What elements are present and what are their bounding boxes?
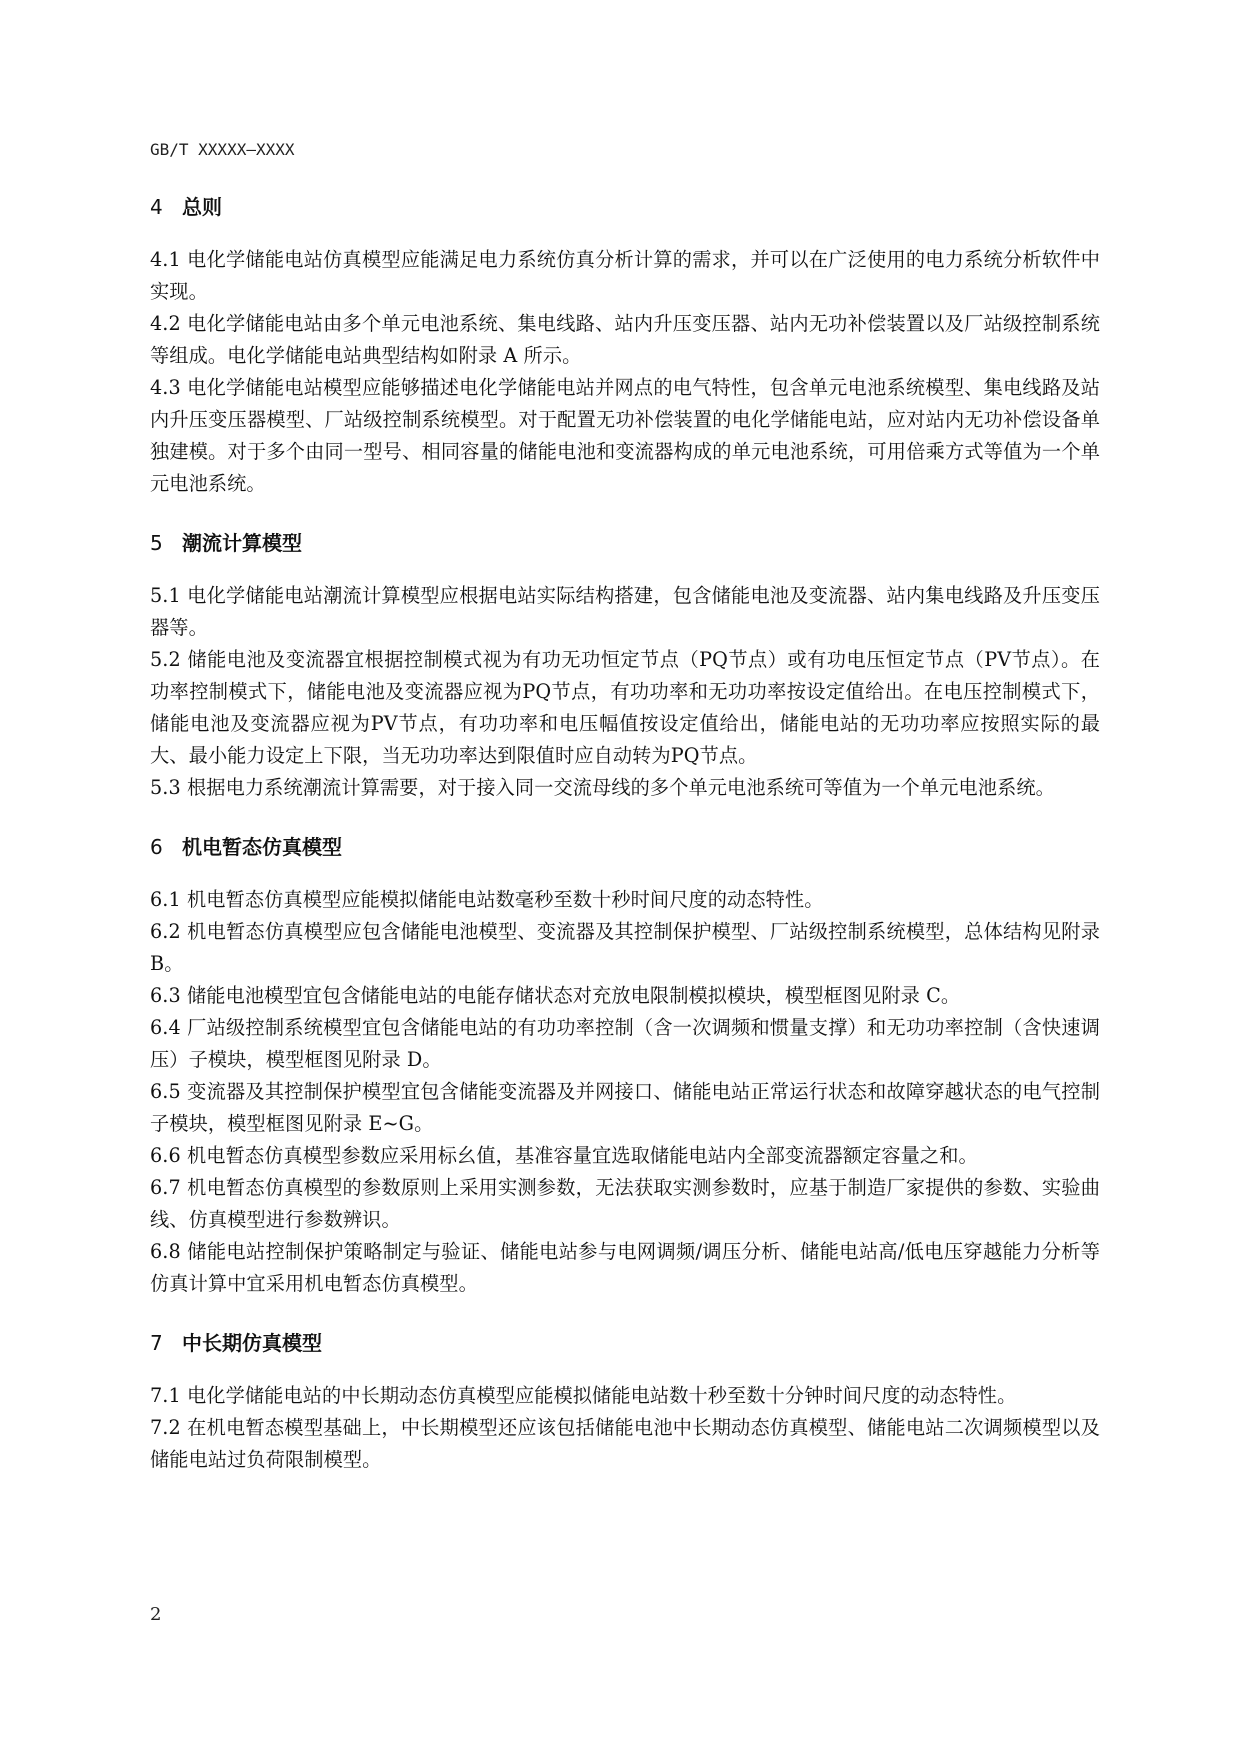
section-heading [150,192,1100,222]
clause-paragraph: 6.5 变流器及其控制保护模型宜包含储能变流器及并网接口、储能电站正常运行状态和故障穿越状态的电气控制子模块，模型框图见附录 E~G。 [150,1080,1100,1135]
section-number: 6 [150,835,163,859]
clause-paragraph: 6.7 机电暂态仿真模型的参数原则上采用实测参数，无法获取实测参数时，应基于制造厂家提供的参数、实验曲线、仿真模型进行参数辨识。 [150,1176,1100,1231]
document-body [150,186,1100,1504]
clause-paragraph: 6.1 机电暂态仿真模型应能模拟储能电站数毫秒至数十秒时间尺度的动态特性。 [150,888,824,911]
clause-paragraph: 7.1 电化学储能电站的中长期动态仿真模型应能模拟储能电站数十秒至数十分钟时间尺度的动态特性。 [150,1384,1017,1407]
section-title: 潮流计算模型 [182,531,302,555]
section-title: 机电暂态仿真模型 [182,835,342,859]
clause-paragraph: 4.2 电化学储能电站由多个单元电池系统、集电线路、站内升压变压器、站内无功补偿装置以及厂站级控制系统等组成。电化学储能电站典型结构如附录 A 所示。 [150,312,1100,367]
section-heading [150,832,1100,862]
section-6 [150,832,1100,1300]
section-heading [150,1328,1100,1358]
document-code-header: GB/T XXXXX—XXXX [150,140,295,159]
section-number: 5 [150,531,163,555]
section-heading [150,528,1100,558]
section-title: 总则 [182,195,222,219]
clause-paragraph: 6.6 机电暂态仿真模型参数应采用标幺值，基准容量宜选取储能电站内全部变流器额定容量之和。 [150,1144,978,1167]
section-5 [150,528,1100,804]
clause-paragraph: 5.3 根据电力系统潮流计算需要，对于接入同一交流母线的多个单元电池系统可等值为一个单元电池系统。 [150,776,1055,799]
clause-paragraph: 7.2 在机电暂态模型基础上，中长期模型还应该包括储能电池中长期动态仿真模型、储能电站二次调频模型以及储能电站过负荷限制模型。 [150,1416,1100,1471]
clause-paragraph: 5.1 电化学储能电站潮流计算模型应根据电站实际结构搭建，包含储能电池及变流器、站内集电线路及升压变压器等。 [150,584,1100,639]
clause-paragraph: 4.1 电化学储能电站仿真模型应能满足电力系统仿真分析计算的需求，并可以在广泛使用的电力系统分析软件中实现。 [150,248,1100,303]
page-number: 2 [150,1604,162,1625]
section-number: 7 [150,1331,163,1355]
clause-paragraph: 6.4 厂站级控制系统模型宜包含储能电站的有功功率控制（含一次调频和惯量支撑）和无功功率控制（含快速调压）子模块，模型框图见附录 D。 [150,1016,1100,1071]
clause-paragraph: 5.2 储能电池及变流器宜根据控制模式视为有功无功恒定节点（PQ节点）或有功电压恒定节点（PV节点）。在功率控制模式下，储能电池及变流器应视为PQ节点，有功功率和无功功率按设定值给出。在电压控制模式下，储能电池及变流器应视为PV节点，有功功率和电压幅值按设定值给出，储能电站的无功功率应按照实际的最大、最小能力设定上下限，当无功功率达到限值时应自动转为PQ节点。 [150,648,1100,767]
section-title: 中长期仿真模型 [182,1331,322,1355]
section-number: 4 [150,195,163,219]
clause-paragraph: 6.8 储能电站控制保护策略制定与验证、储能电站参与电网调频/调压分析、储能电站高/低电压穿越能力分析等仿真计算中宜采用机电暂态仿真模型。 [150,1240,1100,1295]
clause-paragraph: 6.3 储能电池模型宜包含储能电站的电能存储状态对充放电限制模拟模块，模型框图见附录 C。 [150,984,961,1007]
section-7 [150,1328,1100,1476]
clause-paragraph: 4.3 电化学储能电站模型应能够描述电化学储能电站并网点的电气特性，包含单元电池系统模型、集电线路及站内升压变压器模型、厂站级控制系统模型。对于配置无功补偿装置的电化学储能电站，应对站内无功补偿设备单独建模。对于多个由同一型号、相同容量的储能电池和变流器构成的单元电池系统，可用倍乘方式等值为一个单元电池系统。 [150,376,1100,495]
section-4 [150,192,1100,500]
clause-paragraph: 6.2 机电暂态仿真模型应包含储能电池模型、变流器及其控制保护模型、厂站级控制系统模型，总体结构见附录 B。 [150,920,1100,975]
